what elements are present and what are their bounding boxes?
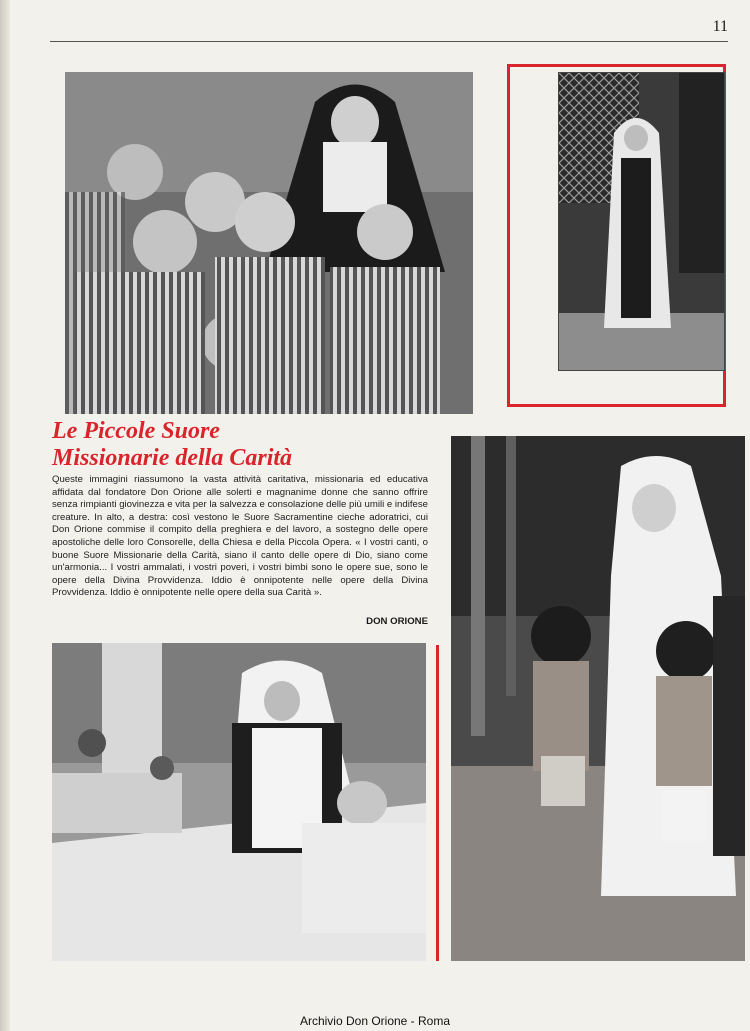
page-binding-edge [0,0,10,1031]
title-line-1: Le Piccole Suore [52,418,220,444]
red-rule-vertical [436,645,439,961]
photo-sacramentine-nun [558,72,725,371]
header-rule [50,41,728,42]
article-title [52,418,432,472]
photo-children-with-nun [65,72,473,414]
photo-nun-with-children-outdoors [451,436,745,961]
page-number: 11 [712,18,728,35]
photo-hospital-ward [52,643,426,961]
article-signature: DON ORIONE [366,616,428,627]
archive-caption: Archivio Don Orione - Roma [299,1014,451,1028]
article-body: Queste immagini riassumono la vasta attività caritativa, missionaria ed educativa affidata dal fondatore Don Orione alle solerti e magnanime donne che sanno offrire senza rimpianti giovinezza e vita per la salvezza e consolazione delle più umili e indifese creature. In alto, a destra: così vestono le Suore Sacramentine cieche adoratrici, cui Don Orione commise il compito della preghiera e del lavoro, a sostegno delle opere apostoliche delle loro Consorelle, della Chiesa e della Piccola Opera. « I vostri canti, o buone Suore Missionarie della Carità, siano il canto delle opere di Dio, siano come un'armonia... I vostri ammalati, i vostri poveri, i vostri bimbi sono le opere sue, sono le opere della Divina Provvidenza. Iddio è onnipotente nelle opere della Divina Provvidenza. Iddio è onnipotente nelle opere della sua Carità ». [52,474,428,599]
title-line-2: Missionarie della Carità [52,445,293,471]
